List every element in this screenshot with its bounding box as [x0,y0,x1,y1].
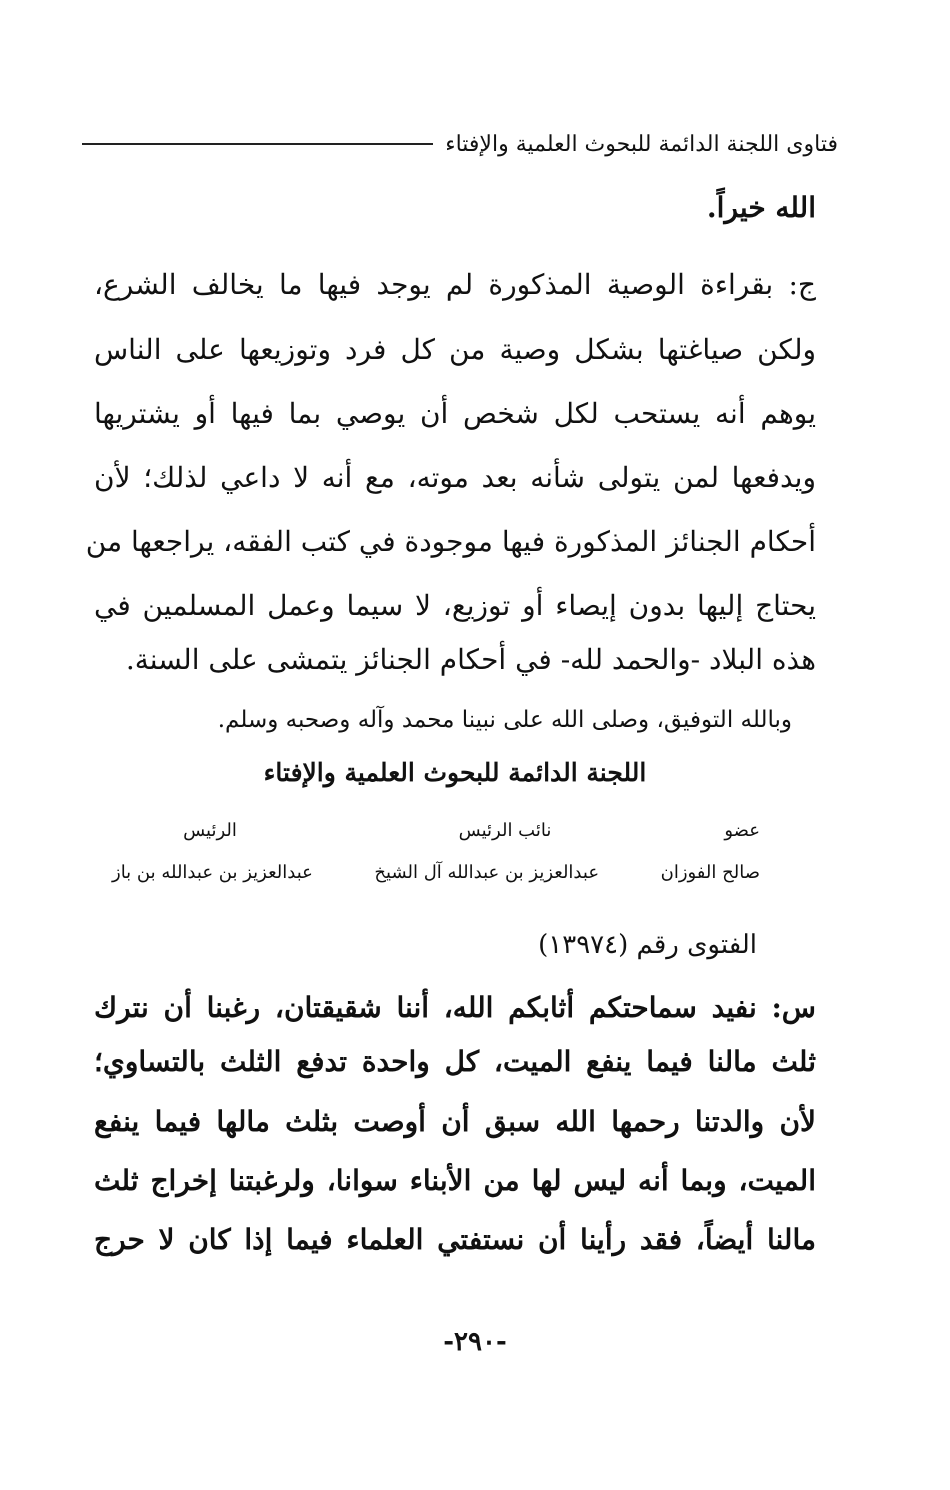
question-line: ثلث مالنا فيما ينفع الميت، كل واحدة تدفع الثلث بالتساوي؛ [94,1045,816,1078]
signatory-name: صالح الفوزان [660,862,760,883]
running-header [82,124,838,164]
fatwa-number: الفتوى رقم (١٣٩٧٤) [538,930,757,960]
page-number: -٢٩٠- [443,1327,507,1357]
closing-statement: وبالله التوفيق، وصلى الله على نبينا محمد وآله وصحبه وسلم. [217,707,792,733]
question-line: س: نفيد سماحتكم أثابكم الله، أننا شقيقتان، رغبنا أن نترك [94,991,816,1024]
question-line: الميت، وبما أنه ليس لها من الأبناء سوانا، ولرغبتنا إخراج ثلث [94,1164,816,1197]
header-rule [82,143,433,145]
answer-line: يوهم أنه يستحب لكل شخص أن يوصي بما فيها أو يشتريها [94,397,816,430]
signatory-title: عضو [724,820,760,841]
signatory-title: نائب الرئيس [458,820,552,841]
signatory-title: الرئيس [183,820,237,841]
header-title: فتاوى اللجنة الدائمة للبحوث العلمية والإفتاء [445,131,838,157]
question-line: مالنا أيضاً، فقد رأينا أن نستفتي العلماء فيما إذا كان لا حرج [94,1223,816,1256]
signatory-name: عبدالعزيز بن عبدالله بن باز [112,862,313,883]
question-line: لأن والدتنا رحمها الله سبق أن أوصت بثلث مالها فيما ينفع [94,1105,816,1138]
answer-line: ويدفعها لمن يتولى شأنه بعد موته، مع أنه لا داعي لذلك؛ لأن [94,461,816,494]
answer-line: ولكن صياغتها بشكل وصية من كل فرد وتوزيعها على الناس [94,333,817,366]
answer-line: يحتاج إليها بدون إيصاء أو توزيع، لا سيما وعمل المسلمين في [94,589,816,622]
answer-line: أحكام الجنائز المذكورة فيها موجودة في كتب الفقه، يراجعها من [85,525,816,558]
signatory-titles [110,818,760,844]
answer-line: هذه البلاد -والحمد لله- في أحكام الجنائز يتمشى على السنة. [125,643,816,676]
committee-title: اللجنة الدائمة للبحوث العلمية والإفتاء [263,758,647,787]
signatory-names [112,860,760,886]
answer-line: ج: بقراءة الوصية المذكورة لم يوجد فيها ما يخالف الشرع، [94,268,817,301]
signatory-name: عبدالعزيز بن عبدالله آل الشيخ [374,862,600,883]
answer-line: الله خيراً. [706,191,816,224]
